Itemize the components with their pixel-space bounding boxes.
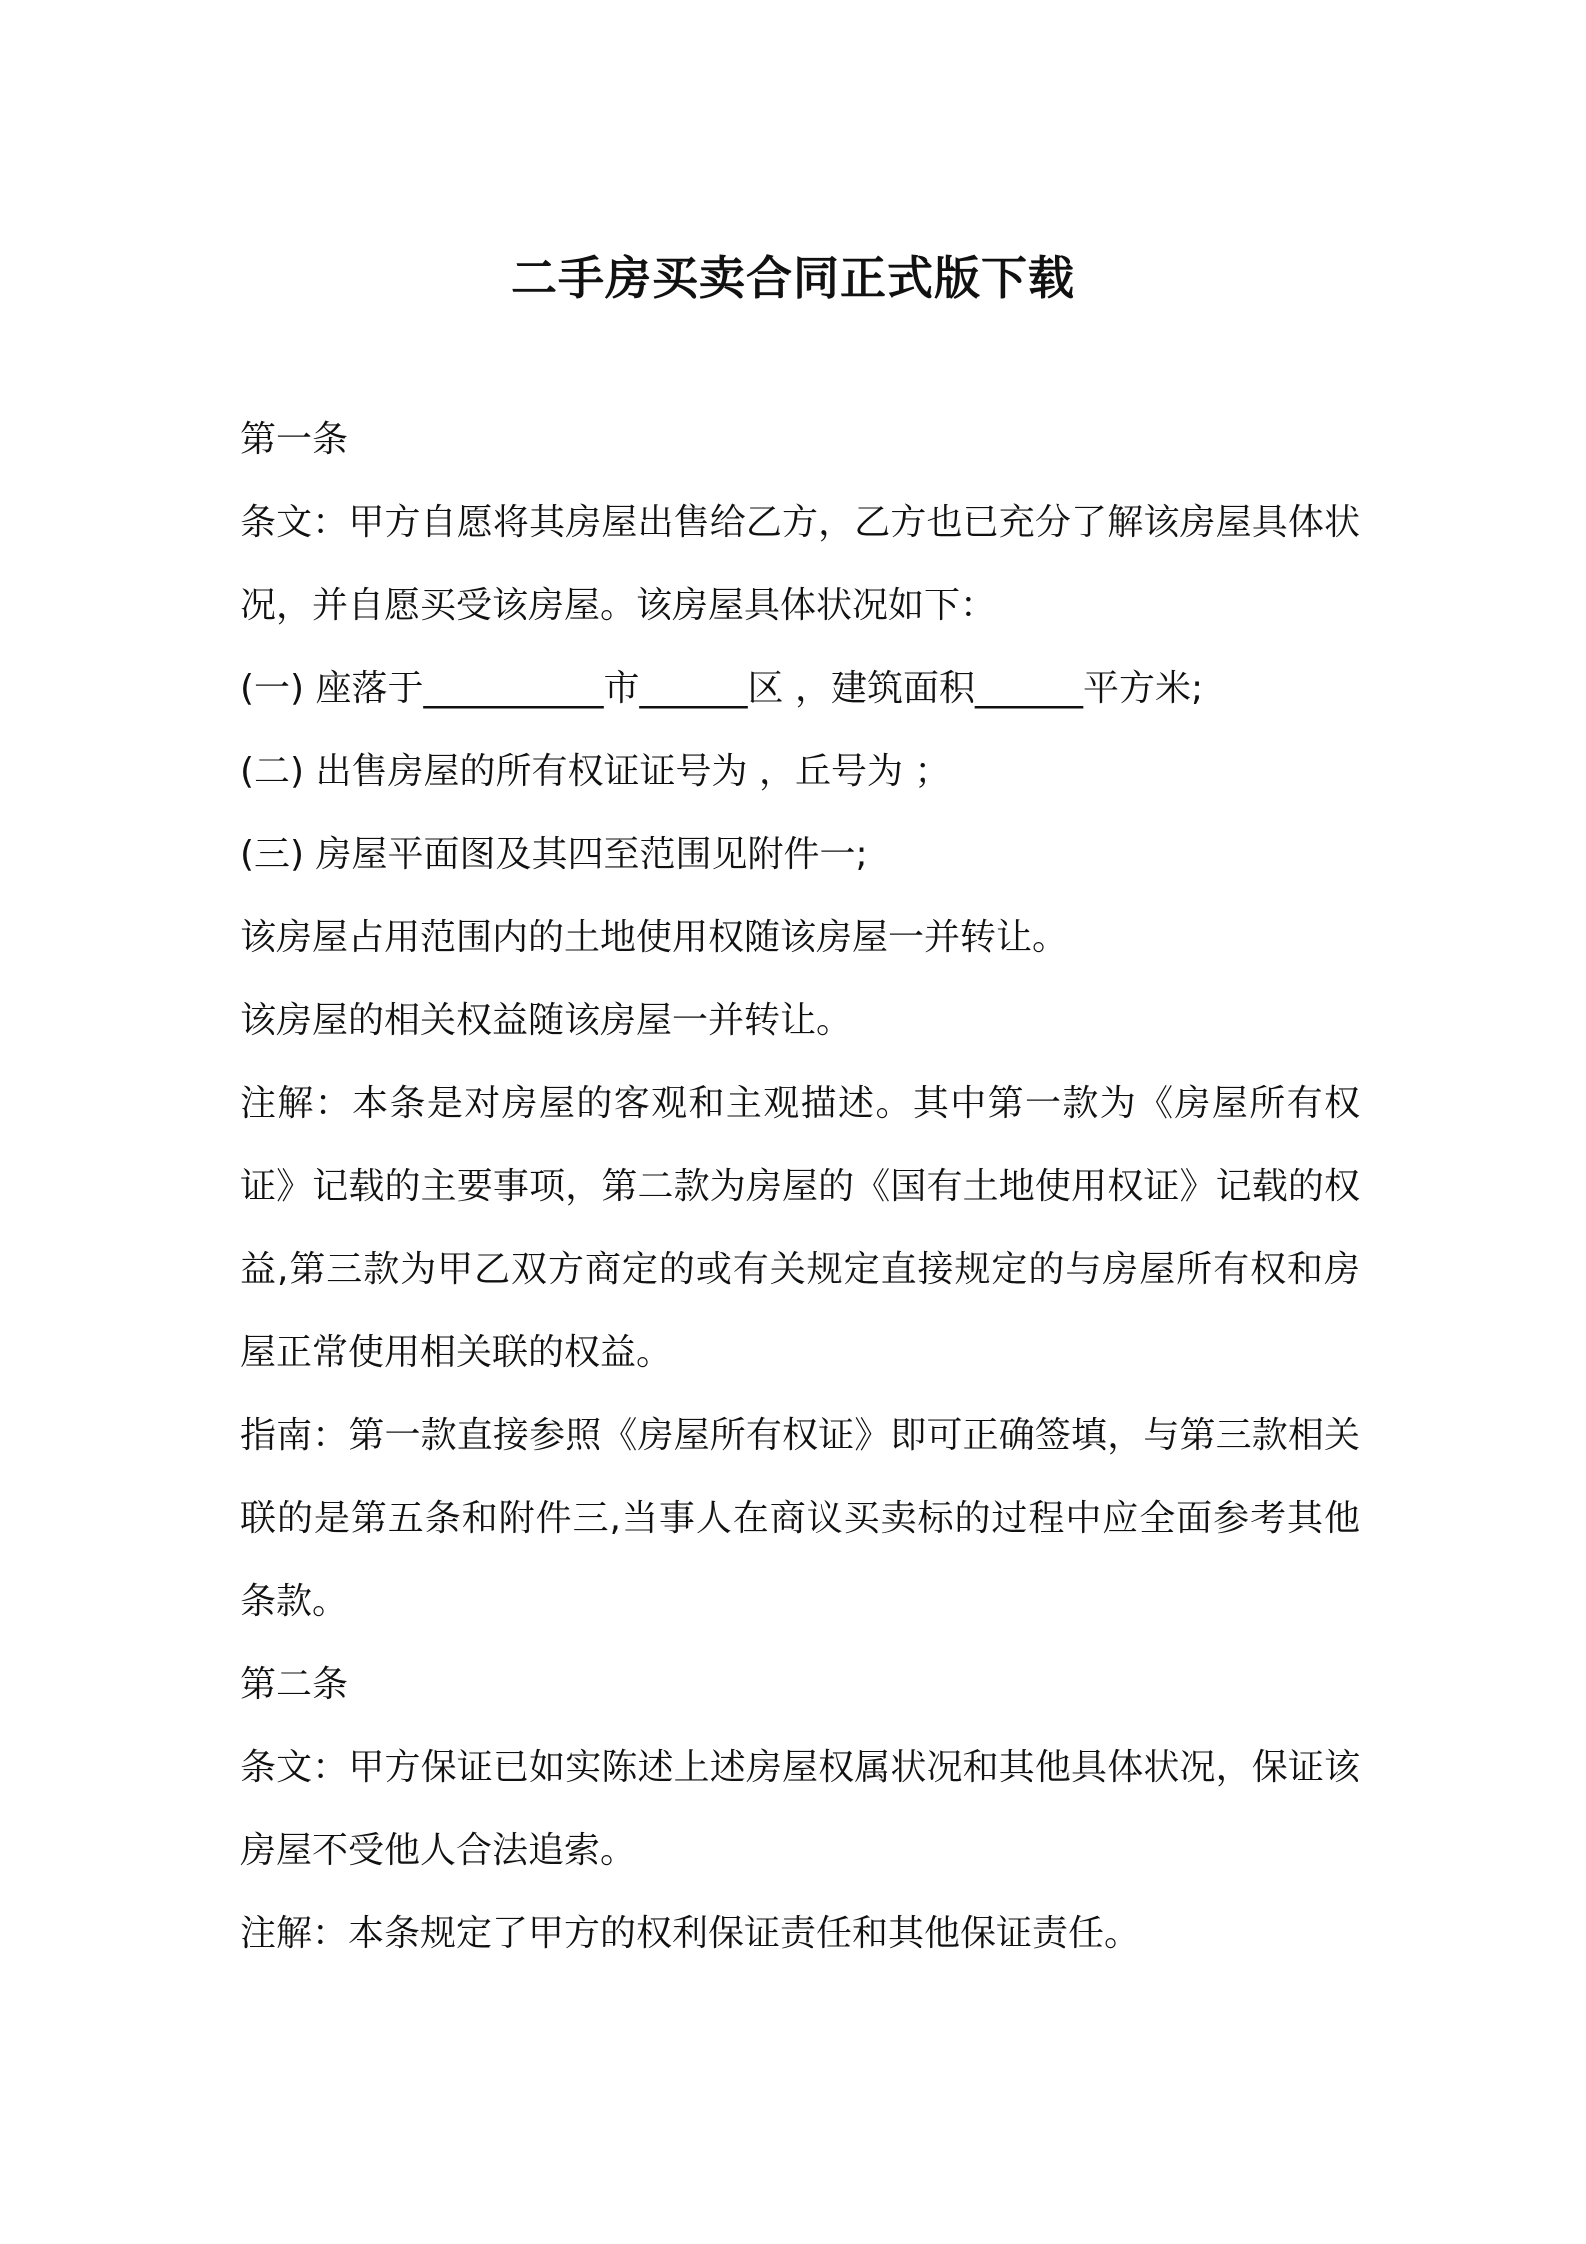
document-title: 二手房买卖合同正式版下载 — [511, 250, 1075, 305]
clause-item: (二) 出售房屋的所有权证证号为 ，丘号为 ； — [240, 751, 951, 792]
clause-item: (三) 房屋平面图及其四至范围见附件一; — [240, 834, 868, 875]
annotation: 注解：本条规定了甲方的权利保证责任和其他保证责任。 — [240, 1913, 1141, 1954]
guide: 指南：第一款直接参照《房屋所有权证》即可正确签填，与第三款相关联的是第五条和附件三,当事人在商议买卖标的过程中应全面参考其他条款。 — [240, 1415, 1360, 1622]
annotation: 注解：本条是对房屋的客观和主观描述。其中第一款为《房屋所有权证》记载的主要事项，第二款为房屋的《国有土地使用权证》记载的权益,第三款为甲乙双方商定的或有关规定直接规定的与房屋所有权和房屋正常使用相关联的权益。 — [240, 1083, 1360, 1373]
clause-item: (一) 座落于__________市______区 ，建筑面积______平方米; — [240, 668, 1204, 709]
article-heading: 第二条 — [240, 1664, 349, 1705]
article-text: 条文：甲方自愿将其房屋出售给乙方，乙方也已充分了解该房屋具体状况，并自愿买受该房屋。该房屋具体状况如下： — [240, 502, 1360, 626]
article-heading: 第一条 — [240, 419, 349, 460]
document-body — [240, 398, 1360, 1975]
paragraph: 该房屋占用范围内的土地使用权随该房屋一并转让。 — [240, 917, 1069, 958]
article-text: 条文：甲方保证已如实陈述上述房屋权属状况和其他具体状况，保证该房屋不受他人合法追索。 — [240, 1747, 1360, 1871]
paragraph: 该房屋的相关权益随该房屋一并转让。 — [240, 1000, 853, 1041]
